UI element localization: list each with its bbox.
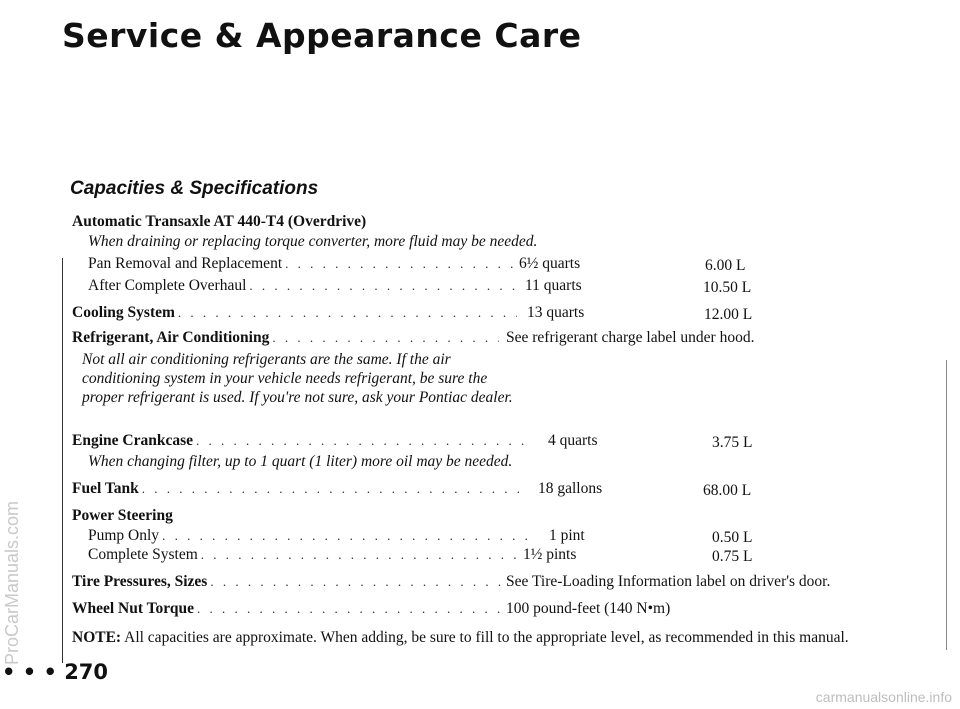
- spec-row-wheelnut: [72, 600, 504, 620]
- spec-label: Fuel Tank: [72, 480, 139, 497]
- spec-label: Pump Only: [88, 527, 160, 544]
- spec-metric: 3.75 L: [712, 434, 753, 451]
- spec-row-complete-system: [88, 546, 521, 566]
- note-label: NOTE:: [72, 629, 122, 646]
- spec-value: See Tire-Loading Information label on driver's door.: [506, 573, 831, 590]
- dot-leader: [272, 330, 499, 346]
- dot-leader: [196, 433, 527, 449]
- spec-value: 1½ pints: [523, 546, 577, 563]
- refrigerant-note: Not all air conditioning refrigerants are the same. If the air conditioning system in your vehicle needs refrigerant, be sure the proper refrigerant is used. If you're not sure, ask your Pontiac dealer.: [82, 351, 513, 406]
- spec-row-pump-only: [88, 527, 532, 547]
- spec-value: 18 gallons: [538, 480, 603, 497]
- transaxle-heading: Automatic Transaxle AT 440-T4 (Overdrive): [72, 213, 367, 230]
- spec-label: After Complete Overhaul: [88, 277, 247, 294]
- engine-note: When changing filter, up to 1 quart (1 liter) more oil may be needed.: [88, 453, 513, 470]
- spec-label: Complete System: [88, 546, 198, 563]
- watermark-left-text: ProCarManuals.com: [2, 500, 22, 665]
- dot-leader: [201, 547, 518, 563]
- spec-value: 11 quarts: [525, 277, 582, 294]
- right-rule: [946, 360, 947, 650]
- spec-metric: 0.75 L: [712, 548, 753, 565]
- note-text: All capacities are approximate. When adding, be sure to fill to the appropriate level, as recommended in this manual.: [124, 629, 849, 646]
- dot-leader: [162, 528, 529, 544]
- spec-metric: 0.50 L: [712, 529, 753, 546]
- dot-leader: [178, 305, 517, 321]
- spec-metric: 10.50 L: [703, 279, 752, 296]
- watermark-right: carmanualsonline.info: [815, 689, 952, 705]
- spec-row-tires: [72, 573, 504, 593]
- spec-label: Pan Removal and Replacement: [88, 255, 283, 272]
- spec-label: Engine Crankcase: [72, 432, 193, 449]
- transaxle-note: When draining or replacing torque converter, more fluid may be needed.: [88, 233, 538, 250]
- page-number: • • • 270: [2, 660, 109, 684]
- capacities-note: [72, 629, 849, 647]
- spec-row-cooling: [72, 304, 520, 324]
- spec-row-refrigerant: [72, 329, 502, 349]
- spec-value: See refrigerant charge label under hood.: [506, 329, 755, 346]
- dot-leader: [142, 481, 519, 497]
- spec-value: 4 quarts: [548, 432, 598, 449]
- spec-metric: 68.00 L: [703, 482, 752, 499]
- dot-leader: [249, 278, 519, 294]
- page-title: Service & Appearance Care: [62, 16, 582, 55]
- spec-value: 6½ quarts: [519, 255, 581, 272]
- spec-label: Wheel Nut Torque: [72, 600, 195, 617]
- spec-value: 100 pound-feet (140 N•m): [506, 600, 671, 617]
- spec-label: Refrigerant, Air Conditioning: [72, 329, 270, 346]
- spec-value: 13 quarts: [527, 304, 585, 321]
- spec-label: Cooling System: [72, 304, 175, 321]
- dot-leader: [210, 574, 501, 590]
- spec-row-after-overhaul: [88, 277, 522, 297]
- steering-heading: Power Steering: [72, 507, 173, 524]
- left-rule: [62, 258, 63, 663]
- spec-value: 1 pint: [549, 527, 585, 544]
- spec-metric: 6.00 L: [705, 257, 746, 274]
- dot-leader: [197, 601, 501, 617]
- spec-row-fuel: [72, 480, 522, 500]
- spec-metric: 12.00 L: [704, 306, 753, 323]
- spec-row-pan-removal: [88, 255, 516, 275]
- dot-leader: [285, 256, 513, 272]
- spec-label: Tire Pressures, Sizes: [72, 573, 208, 590]
- section-title: Capacities & Specifications: [70, 178, 319, 199]
- spec-row-engine: [72, 432, 530, 452]
